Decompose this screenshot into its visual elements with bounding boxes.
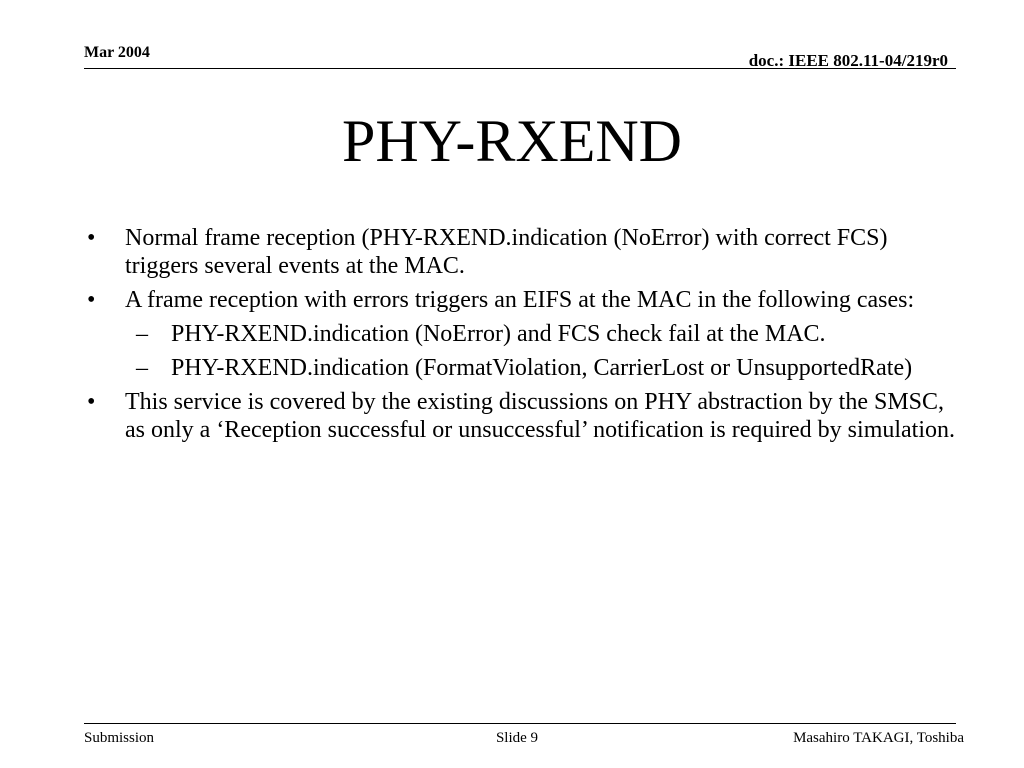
- slide-title: PHY-RXEND: [341, 108, 683, 174]
- sub-bullet-marker: –: [136, 321, 148, 347]
- bullet-item-error-reception: [84, 286, 964, 314]
- footer-submission: Submission: [84, 730, 155, 746]
- sub-bullet-marker: –: [136, 355, 148, 381]
- bullet-marker: •: [87, 225, 96, 251]
- sub-bullet-item-fcs-fail: [84, 320, 964, 348]
- sub-bullet-item-format-violation: [84, 354, 964, 382]
- bullet-list: [84, 224, 964, 450]
- sub-bullet-text: PHY-RXEND.indication (NoError) and FCS check fail at the MAC.: [171, 321, 826, 347]
- bullet-text: A frame reception with errors triggers an EIFS at the MAC in the following cases:: [125, 287, 915, 313]
- sub-bullet-text: PHY-RXEND.indication (FormatViolation, CarrierLost or UnsupportedRate): [171, 355, 913, 381]
- header-doc-id: doc.: IEEE 802.11-04/219r0: [748, 51, 948, 70]
- header-date: Mar 2004: [84, 44, 150, 61]
- footer-author: Masahiro TAKAGI, Toshiba: [793, 730, 964, 746]
- footer-slide-number: Slide 9: [495, 730, 539, 746]
- header-divider: [84, 68, 956, 69]
- bullet-text: Normal frame reception (PHY-RXEND.indication (NoError) with correct FCS) triggers several events at the MAC.: [125, 225, 888, 279]
- bullet-marker: •: [87, 389, 96, 415]
- footer-divider: [84, 723, 956, 724]
- bullet-item-normal-reception: [84, 224, 964, 280]
- bullet-item-service-coverage: [84, 388, 964, 444]
- bullet-marker: •: [87, 287, 96, 313]
- bullet-text: This service is covered by the existing discussions on PHY abstraction by the SMSC, as only a ‘Reception successful or unsuccessful’ notification is required by simulation.: [125, 389, 956, 443]
